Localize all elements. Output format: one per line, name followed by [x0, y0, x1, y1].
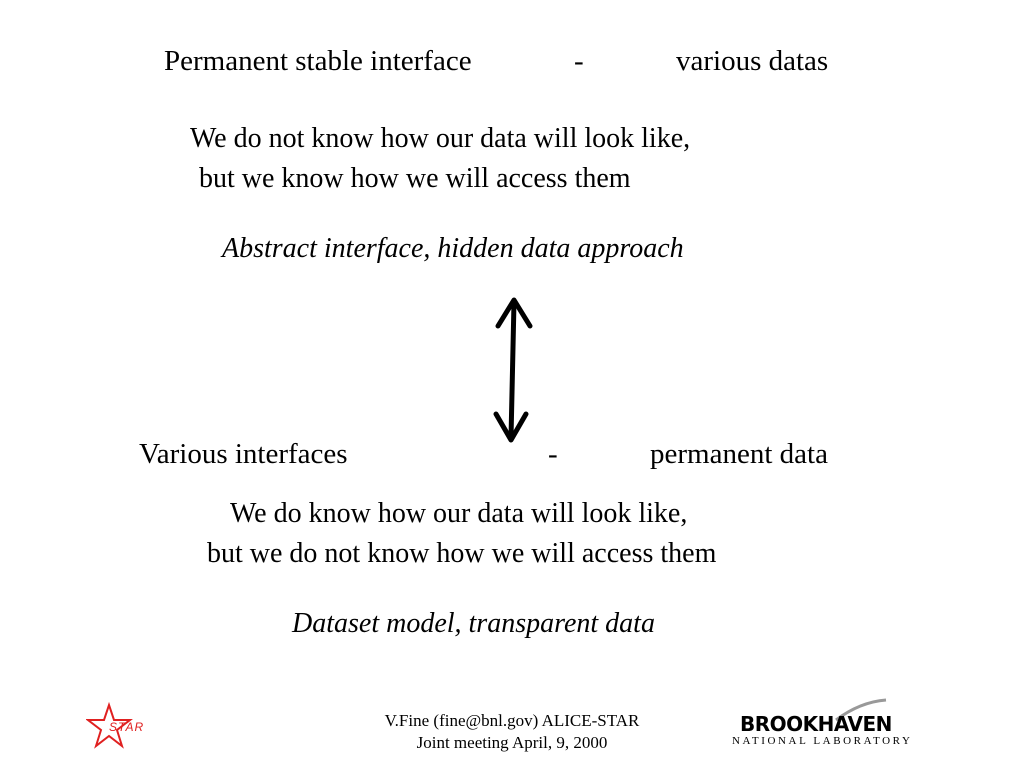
section1-line2: but we know how we will access them	[199, 163, 631, 194]
section1-heading-right: various datas	[676, 45, 829, 77]
section2-line1: We do know how our data will look like,	[230, 498, 688, 529]
footer-line2: Joint meeting April, 9, 2000	[416, 733, 608, 752]
double-arrow-icon	[488, 292, 540, 448]
brookhaven-logo	[730, 698, 926, 754]
section1-heading-dash: -	[574, 45, 584, 77]
star-logo-text: STAR	[109, 720, 145, 734]
footer-line1: V.Fine (fine@bnl.gov) ALICE-STAR	[384, 711, 640, 730]
star-logo	[86, 698, 158, 754]
bnl-sub-text: NATIONAL LABORATORY	[732, 735, 913, 747]
section1-approach: Abstract interface, hidden data approach	[222, 233, 684, 264]
section1-line1: We do not know how our data will look like,	[190, 123, 691, 154]
section2-heading-dash: -	[548, 438, 558, 470]
section2-line2: but we do not know how we will access them	[207, 538, 717, 569]
section2-approach: Dataset model, transparent data	[292, 608, 655, 639]
bnl-main-text: BROOKHAVEN	[740, 712, 892, 736]
section2-heading-right: permanent data	[650, 438, 828, 470]
section1-heading-left: Permanent stable interface	[164, 45, 472, 77]
section2-heading-left: Various interfaces	[139, 438, 348, 470]
